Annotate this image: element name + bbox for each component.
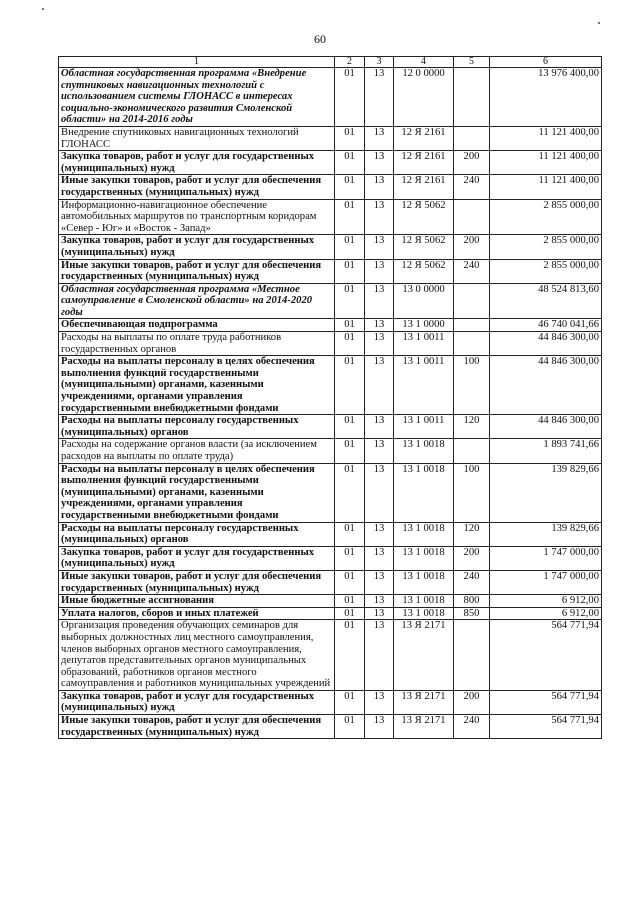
row-name-cell: Обеспечивающая подпрограмма [59,319,335,332]
row-value-cell: 240 [454,715,490,739]
row-value-cell: 01 [335,319,365,332]
table-row [59,439,602,463]
row-name-cell: Иные закупки товаров, работ и услуг для обеспечения государственных (муниципальных) нужд [59,259,335,283]
row-value-cell: 6 912,00 [490,607,602,620]
row-name-cell: Иные бюджетные ассигнования [59,595,335,608]
row-value-cell: 01 [335,546,365,570]
row-value-cell: 13 [365,175,394,199]
row-value-cell [454,283,490,319]
table-row [59,175,602,199]
row-value-cell: 13 [365,356,394,415]
row-value-cell: 564 771,94 [490,620,602,691]
row-name-cell: Расходы на выплаты персоналу государственных (муниципальных) органов [59,522,335,546]
row-value-cell [454,620,490,691]
row-value-cell: 13 Я 2171 [394,620,454,691]
row-value-cell: 13 [365,283,394,319]
header-cell: 4 [394,57,454,68]
row-value-cell: 850 [454,607,490,620]
row-value-cell: 01 [335,439,365,463]
table-row [59,259,602,283]
row-value-cell: 01 [335,68,365,127]
row-value-cell: 13 1 0018 [394,546,454,570]
row-value-cell: 13 1 0011 [394,356,454,415]
row-name-cell: Закупка товаров, работ и услуг для государственных (муниципальных) нужд [59,690,335,714]
row-value-cell: 13 [365,151,394,175]
row-value-cell: 13 [365,68,394,127]
row-value-cell: 13 Я 2171 [394,690,454,714]
row-value-cell: 13 1 0018 [394,595,454,608]
row-value-cell: 12 Я 5062 [394,235,454,259]
row-value-cell: 01 [335,570,365,594]
row-value-cell: 139 829,66 [490,522,602,546]
row-value-cell: 13 [365,715,394,739]
row-value-cell: 12 Я 2161 [394,126,454,150]
row-value-cell [454,332,490,356]
table-row [59,620,602,691]
row-value-cell: 12 Я 2161 [394,151,454,175]
row-value-cell: 13 [365,546,394,570]
row-value-cell: 1 747 000,00 [490,546,602,570]
row-name-cell: Иные закупки товаров, работ и услуг для обеспечения государственных (муниципальных) нужд [59,175,335,199]
row-value-cell: 01 [335,607,365,620]
row-value-cell: 13 [365,199,394,235]
row-value-cell: 13 [365,690,394,714]
row-value-cell: 2 855 000,00 [490,259,602,283]
row-value-cell: 01 [335,199,365,235]
row-value-cell: 564 771,94 [490,715,602,739]
table-row [59,319,602,332]
table-row [59,151,602,175]
row-value-cell: 13 [365,595,394,608]
row-value-cell: 13 [365,522,394,546]
row-value-cell: 01 [335,415,365,439]
row-value-cell: 100 [454,463,490,522]
table-row [59,607,602,620]
row-value-cell: 13 [365,620,394,691]
row-value-cell: 12 Я 2161 [394,175,454,199]
row-value-cell: 01 [335,151,365,175]
row-name-cell: Расходы на выплаты по оплате труда работников государственных органов [59,332,335,356]
row-value-cell: 13 976 400,00 [490,68,602,127]
budget-table [58,56,602,739]
row-value-cell: 13 [365,259,394,283]
scan-speck [598,22,600,24]
row-value-cell: 01 [335,283,365,319]
row-value-cell: 13 [365,415,394,439]
table-row [59,356,602,415]
row-value-cell: 01 [335,463,365,522]
header-cell: 6 [490,57,602,68]
row-value-cell: 139 829,66 [490,463,602,522]
row-value-cell: 2 855 000,00 [490,199,602,235]
row-name-cell: Иные закупки товаров, работ и услуг для обеспечения государственных (муниципальных) нужд [59,715,335,739]
row-value-cell: 13 1 0011 [394,415,454,439]
row-value-cell: 11 121 400,00 [490,151,602,175]
table-row [59,332,602,356]
row-value-cell: 01 [335,690,365,714]
row-value-cell: 240 [454,175,490,199]
row-value-cell: 200 [454,546,490,570]
row-value-cell: 13 [365,319,394,332]
row-value-cell: 44 846 300,00 [490,332,602,356]
row-name-cell: Закупка товаров, работ и услуг для государственных (муниципальных) нужд [59,546,335,570]
row-name-cell: Организация проведения обучающих семинаров для выборных должностных лиц местного самоуправления, членов выборных органов местного самоуправления, депутатов представительных органов муниципальных образований, работников органов местного самоуправления и работников муниципальных учреждений [59,620,335,691]
row-value-cell: 01 [335,356,365,415]
row-value-cell: 13 1 0018 [394,522,454,546]
table-row [59,126,602,150]
row-value-cell: 6 912,00 [490,595,602,608]
table-row [59,715,602,739]
row-value-cell: 120 [454,415,490,439]
row-value-cell [454,126,490,150]
row-value-cell [454,439,490,463]
row-value-cell: 1 893 741,66 [490,439,602,463]
row-value-cell: 200 [454,235,490,259]
row-value-cell: 13 1 0018 [394,439,454,463]
row-value-cell: 01 [335,126,365,150]
row-value-cell: 44 846 300,00 [490,356,602,415]
row-value-cell: 12 Я 5062 [394,259,454,283]
row-name-cell: Областная государственная программа «Местное самоуправление в Смоленской области» на 2014-2020 годы [59,283,335,319]
row-value-cell: 13 [365,126,394,150]
row-value-cell: 13 [365,332,394,356]
row-value-cell: 13 [365,607,394,620]
table-row [59,690,602,714]
table-row [59,235,602,259]
row-value-cell: 1 747 000,00 [490,570,602,594]
row-name-cell: Внедрение спутниковых навигационных технологий ГЛОНАСС [59,126,335,150]
row-value-cell: 240 [454,259,490,283]
table-row [59,595,602,608]
table-row [59,546,602,570]
row-value-cell: 2 855 000,00 [490,235,602,259]
row-name-cell: Уплата налогов, сборов и иных платежей [59,607,335,620]
row-value-cell: 01 [335,175,365,199]
row-value-cell: 11 121 400,00 [490,175,602,199]
row-name-cell: Информационно-навигационное обеспечение автомобильных маршрутов по транспортным коридорам «Север - Юг» и «Восток - Запад» [59,199,335,235]
row-value-cell: 01 [335,620,365,691]
page-number: 60 [314,32,326,46]
row-value-cell: 564 771,94 [490,690,602,714]
table-row [59,570,602,594]
row-value-cell [454,319,490,332]
table-row [59,522,602,546]
row-value-cell: 01 [335,522,365,546]
table-header-row [59,57,602,68]
row-value-cell: 48 524 813,60 [490,283,602,319]
row-name-cell: Расходы на выплаты персоналу в целях обеспечения выполнения функций государственными (муниципальными) органами, казенными учреждениями, органами управления государственными внебюджетными фондами [59,463,335,522]
row-value-cell: 240 [454,570,490,594]
row-value-cell: 12 0 0000 [394,68,454,127]
table-row [59,463,602,522]
table-row [59,199,602,235]
row-value-cell: 200 [454,690,490,714]
row-value-cell: 13 1 0000 [394,319,454,332]
table-row [59,415,602,439]
header-cell: 5 [454,57,490,68]
header-cell: 2 [335,57,365,68]
row-value-cell: 44 846 300,00 [490,415,602,439]
row-value-cell: 100 [454,356,490,415]
row-value-cell: 13 [365,235,394,259]
header-cell: 3 [365,57,394,68]
row-value-cell: 46 740 041,66 [490,319,602,332]
row-name-cell: Закупка товаров, работ и услуг для государственных (муниципальных) нужд [59,235,335,259]
row-value-cell [454,68,490,127]
row-value-cell: 120 [454,522,490,546]
table-row [59,283,602,319]
row-value-cell: 01 [335,595,365,608]
table-row [59,68,602,127]
scan-speck [42,8,44,10]
row-name-cell: Расходы на выплаты персоналу государственных (муниципальных) органов [59,415,335,439]
row-value-cell: 13 1 0018 [394,570,454,594]
row-value-cell: 13 [365,439,394,463]
row-name-cell: Расходы на содержание органов власти (за исключением расходов на выплаты по оплате труда) [59,439,335,463]
row-value-cell: 13 1 0018 [394,607,454,620]
row-value-cell: 12 Я 5062 [394,199,454,235]
row-value-cell: 01 [335,715,365,739]
row-value-cell: 13 Я 2171 [394,715,454,739]
row-name-cell: Закупка товаров, работ и услуг для государственных (муниципальных) нужд [59,151,335,175]
row-value-cell: 13 0 0000 [394,283,454,319]
row-value-cell: 01 [335,259,365,283]
row-name-cell: Областная государственная программа «Внедрение спутниковых навигационных технологий с использованием системы ГЛОНАСС в интересах социально-экономического развития Смоленской области» на 2014-2016 годы [59,68,335,127]
row-value-cell [454,199,490,235]
header-cell: 1 [59,57,335,68]
row-name-cell: Расходы на выплаты персоналу в целях обеспечения выполнения функций государственными (муниципальными) органами, казенными учреждениями, органами управления государственными внебюджетными фондами [59,356,335,415]
row-value-cell: 800 [454,595,490,608]
row-value-cell: 200 [454,151,490,175]
row-value-cell: 11 121 400,00 [490,126,602,150]
row-value-cell: 01 [335,235,365,259]
row-value-cell: 13 1 0011 [394,332,454,356]
row-value-cell: 13 1 0018 [394,463,454,522]
row-value-cell: 13 [365,463,394,522]
row-value-cell: 01 [335,332,365,356]
row-value-cell: 13 [365,570,394,594]
row-name-cell: Иные закупки товаров, работ и услуг для обеспечения государственных (муниципальных) нужд [59,570,335,594]
